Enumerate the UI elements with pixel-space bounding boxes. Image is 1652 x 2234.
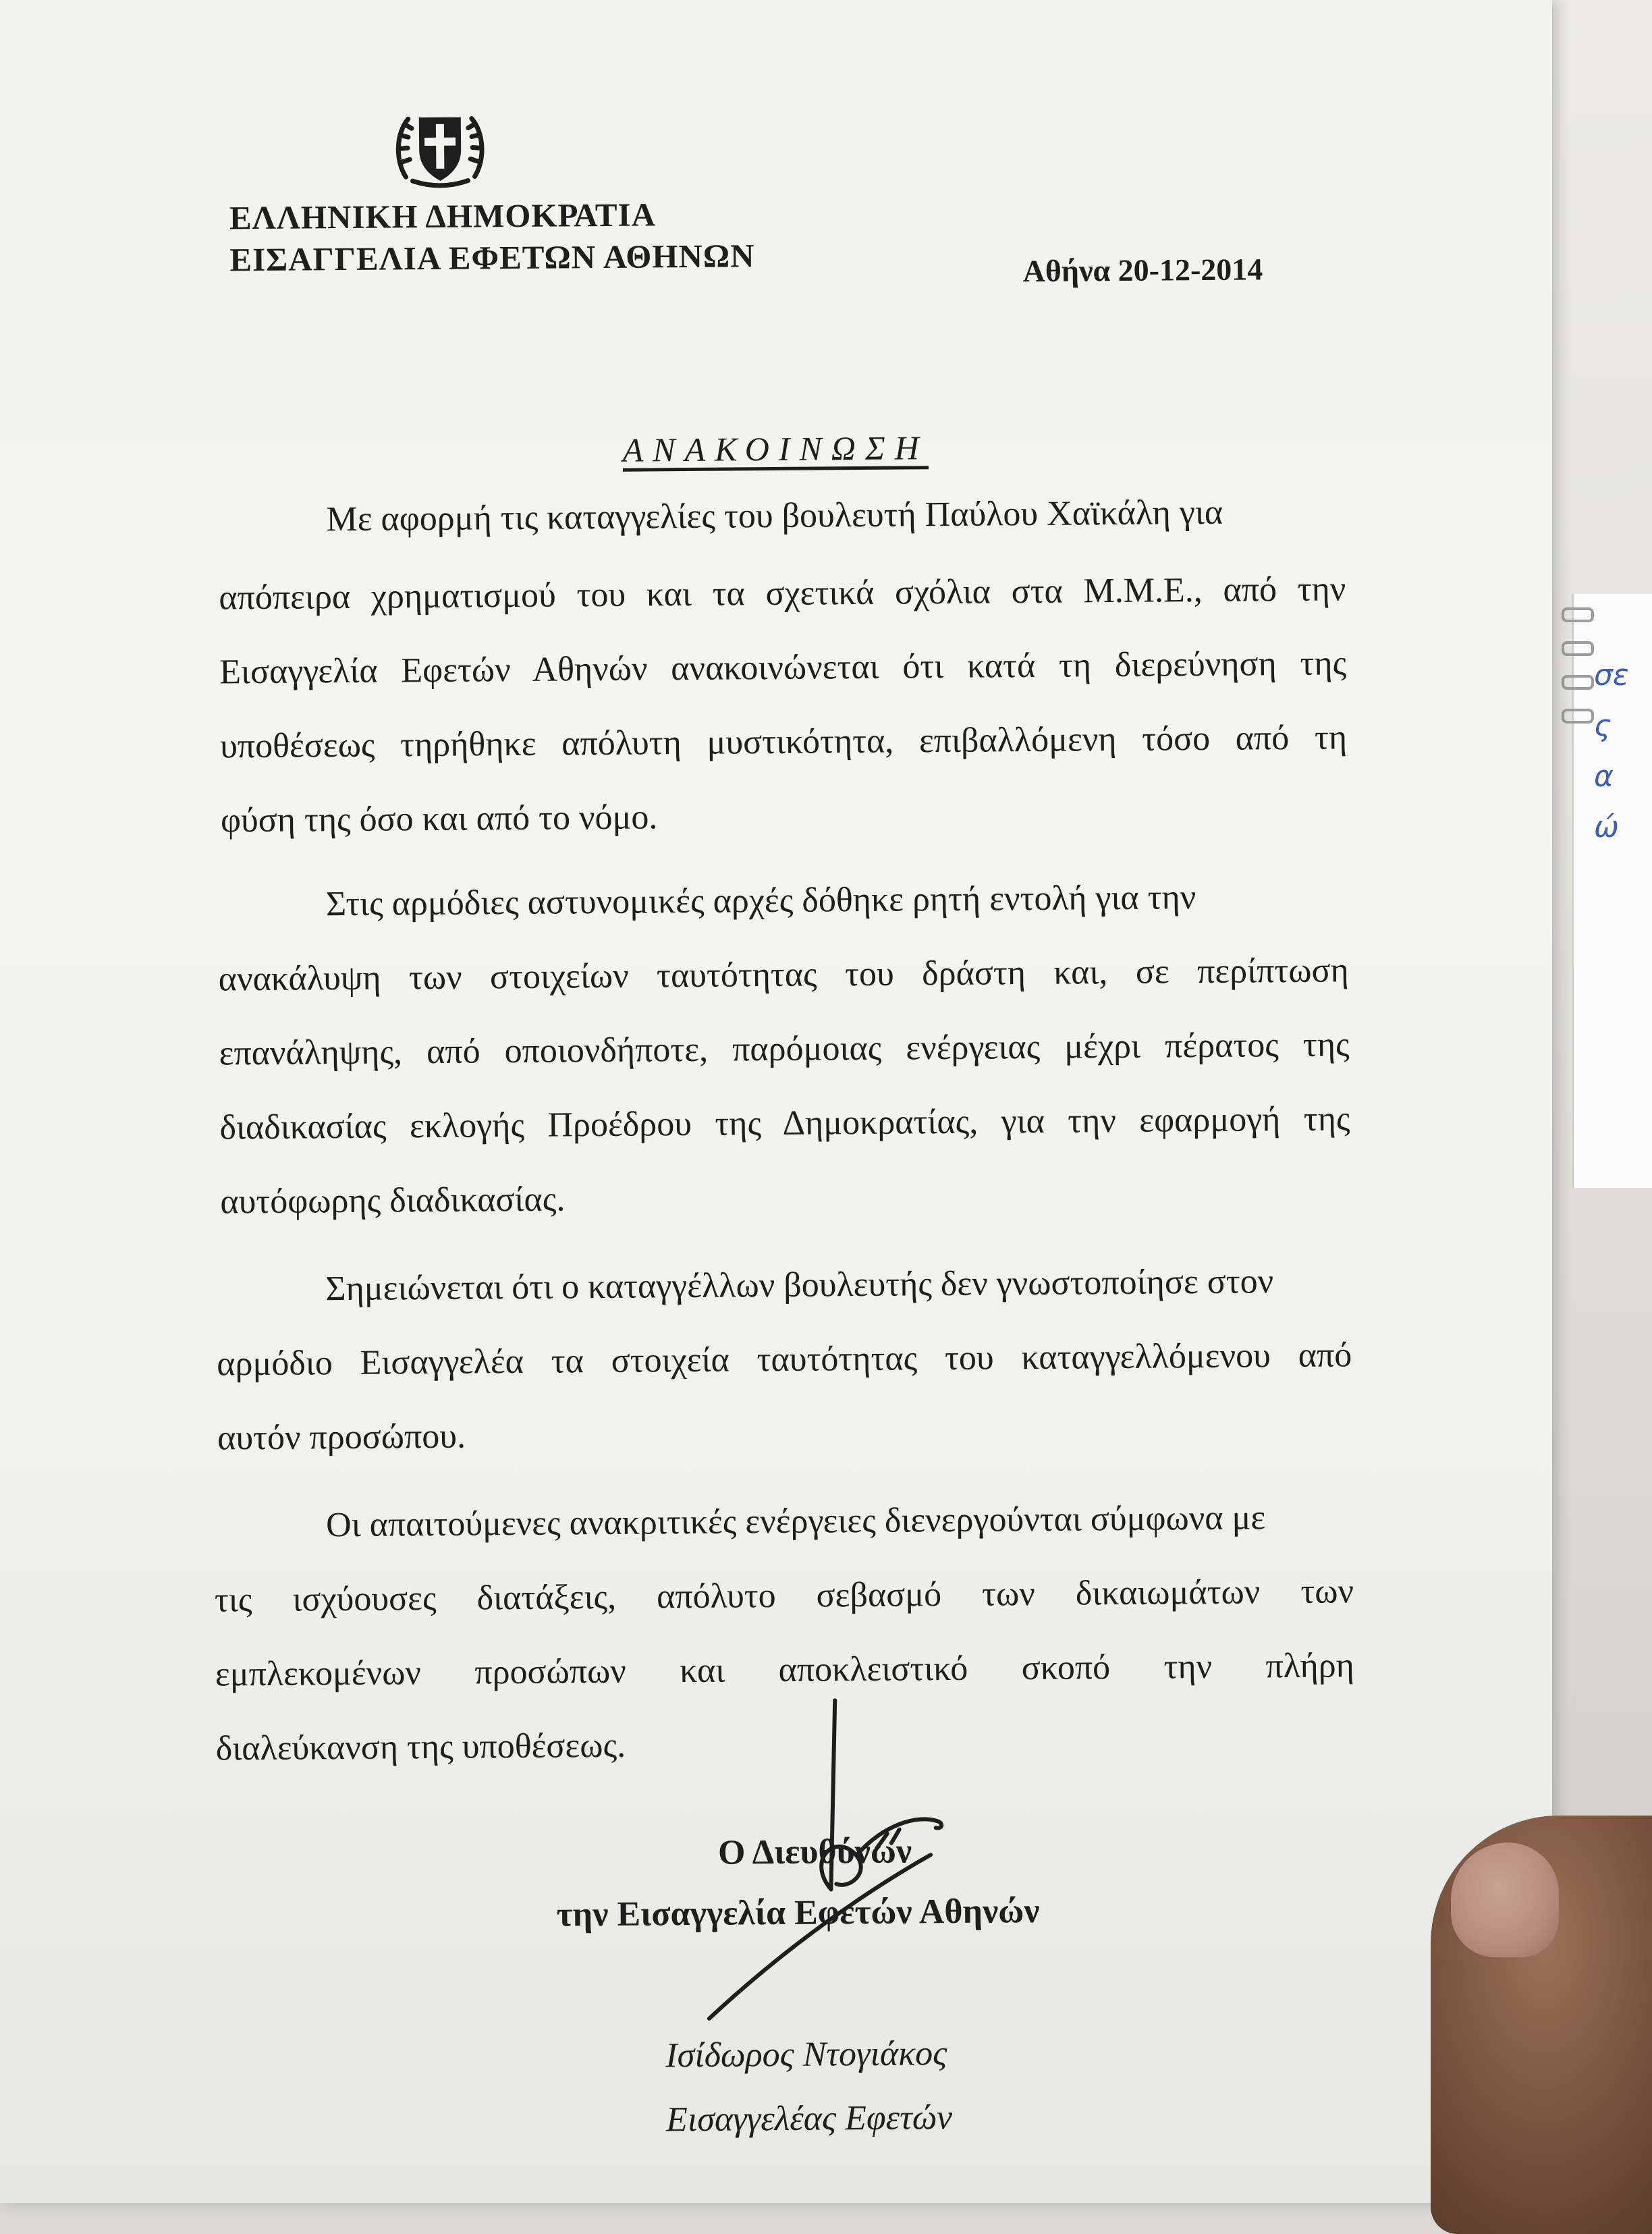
paragraph-line: αυτόφωρης διαδικασίας. (220, 1180, 566, 1222)
closing-title: Ο Διευθύνων (717, 1832, 912, 1872)
paragraph-line: Οι απαιτούμενες ανακριτικές ενέργειες διενεργούνται σύμφωνα με (325, 1498, 1266, 1545)
notepad-spiral (1562, 607, 1594, 622)
notepad-scribble: σε (1594, 658, 1629, 692)
notepad-spiral (1562, 675, 1594, 690)
paragraph-line: αρμόδιο Εισαγγελέα τα στοιχεία ταυτότητας του καταγγελλόμενου από (217, 1336, 1352, 1384)
signatory-role: Εισαγγελέας Εφετών (665, 2098, 953, 2140)
paragraph-line: διαλεύκανση της υποθέσεως. (215, 1726, 626, 1768)
document-date: Αθήνα 20-12-2014 (1022, 252, 1263, 289)
notepad-spiral (1562, 709, 1594, 724)
paragraph-line: διαδικασίας εκλογής Προέδρου της Δημοκρατίας, για την εφαρμογή της (219, 1099, 1350, 1147)
document-title: ΑΝΑΚΟΙΝΩΣΗ (622, 429, 929, 469)
paragraph-line: υποθέσεως τηρήθηκε απόλυτη μυστικότητα, επιβαλλόμενη τόσο από τη (219, 718, 1348, 766)
paragraph-line: Σημειώνεται ότι ο καταγγέλλων βουλευτής δεν γνωστοποίησε στον (325, 1262, 1274, 1309)
greek-coat-of-arms-icon (392, 109, 489, 190)
header-republic: ΕΛΛΗΝΙΚΗ ΔΗΜΟΚΡΑΤΙΑ (229, 196, 657, 237)
thumbnail (1451, 1843, 1559, 1957)
paragraph-line: εμπλεκομένων προσώπων και αποκλειστικό σκοπό την πλήρη (215, 1646, 1355, 1694)
paragraph-line: φύση της όσο και από το νόμο. (220, 798, 658, 840)
notepad-spiral (1562, 641, 1594, 656)
paragraph-line: τις ισχύουσες διατάξεις, απόλυτο σεβασμό των δικαιωμάτων των (214, 1572, 1354, 1620)
notepad-scribble: ώ (1594, 810, 1619, 844)
paragraph-line: Εισαγγελία Εφετών Αθηνών ανακοινώνεται ότι κατά τη διερεύνηση της (219, 644, 1347, 692)
notepad-scribble: ς (1594, 709, 1612, 743)
paragraph-line: Στις αρμόδιες αστυνομικές αρχές δόθηκε ρητή εντολή για την (325, 878, 1196, 924)
paragraph-line: αυτόν προσώπου. (217, 1417, 466, 1458)
header-prosecutor-office: ΕΙΣΑΓΓΕΛΙΑ ΕΦΕΤΩΝ ΑΘΗΝΩΝ (229, 237, 755, 279)
paragraph-line: επανάληψης, από οποιονδήποτε, παρόμοιας ενέργειας μέχρι πέρατος της (219, 1025, 1350, 1073)
paragraph-line: Με αφορμή τις καταγγελίες του βουλευτή Παύλου Χαϊκάλη για (326, 493, 1223, 539)
paragraph-line: ανακάλυψη των στοιχείων ταυτότητας του δράστη και, σε περίπτωση (218, 951, 1349, 999)
notepad (1572, 594, 1652, 1188)
paragraph-line: απόπειρα χρηματισμού του και τα σχετικά σχόλια στα Μ.Μ.Ε., από την (219, 570, 1346, 618)
notepad-scribble: α (1594, 759, 1614, 794)
handwritten-signature-icon (653, 1685, 1006, 2039)
closing-office: την Εισαγγελία Εφετών Αθηνών (556, 1891, 1040, 1934)
signatory-name: Ισίδωρος Ντογιάκος (665, 2034, 947, 2075)
